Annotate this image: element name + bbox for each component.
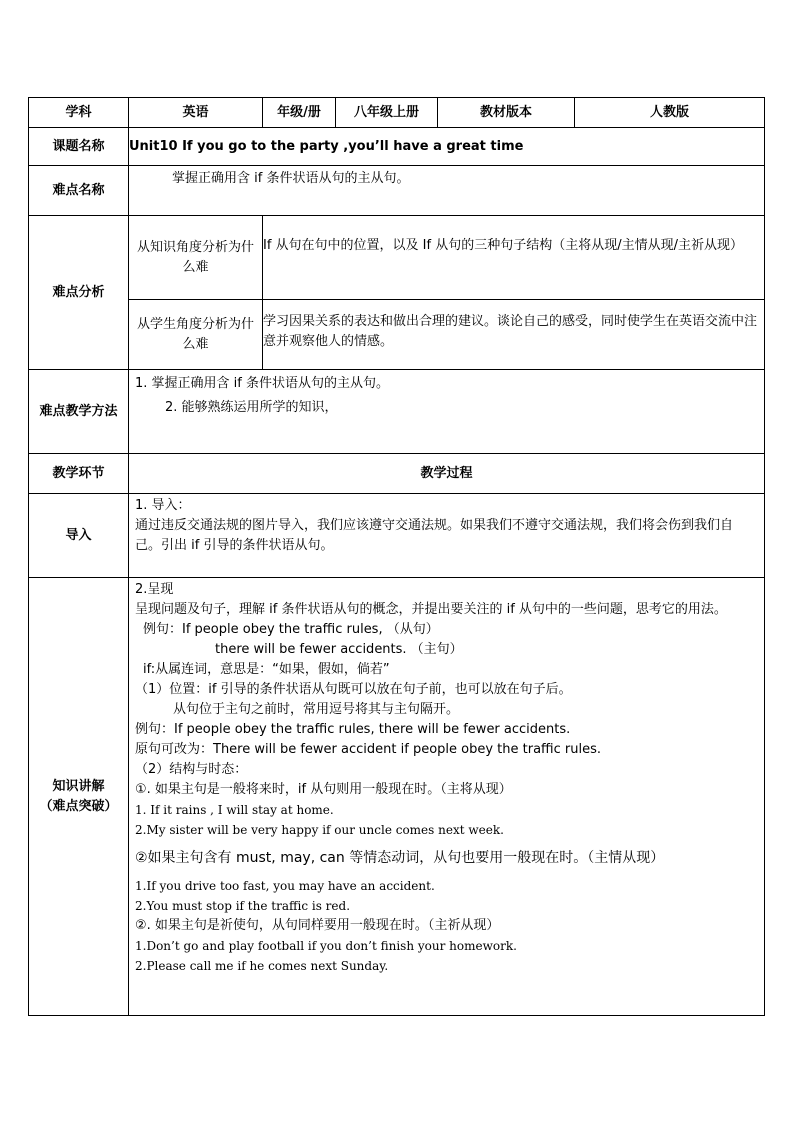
k-line-3: 例句：If people obey the traffic rules, （从句） [143,622,439,637]
k-line-9: 原句可改为：There will be fewer accident if people obey the traffic rules. [135,742,601,757]
knowledge-label [29,578,129,1016]
k-line-12: 1. If it rains , I will stay at home. [135,803,334,817]
knowledge-label-main: 知识讲解 [52,778,105,794]
process-header: 教学过程 [129,454,765,494]
k-line-5: if:从属连词，意思是：“如果，假如，倘若” [143,662,390,677]
method-label: 难点教学方法 [29,370,129,454]
knowledge-row [29,578,765,1016]
difficulty-row [29,166,765,216]
intro-content [129,494,765,578]
k-line-6: （1）位置：if 引导的条件状语从句既可以放在句子前，也可以放在句子后。 [135,682,572,697]
k-line-8: 例句：If people obey the traffic rules, there will be fewer accidents. [135,722,571,737]
method-content [129,370,765,454]
lesson-name-row [29,128,765,166]
edition-label: 教材版本 [438,98,575,128]
subject-label: 学科 [29,98,129,128]
grade-value: 八年级上册 [336,98,438,128]
method-row [29,370,765,454]
k-line-7: 从句位于主句之前时，常用逗号将其与主句隔开。 [173,702,460,717]
k-line-11: ①. 如果主句是一般将来时，if 从句则用一般现在时。（主将从现） [135,782,512,797]
edition-value: 人教版 [575,98,765,128]
k-line-18: 1.Don’t go and play football if you don’t finish your homework. [135,939,517,953]
k-line-2: 呈现问题及句子，理解 if 条件状语从句的概念，并提出要关注的 if 从句中的一些问题，思考它的用法。 [135,602,727,617]
intro-label: 导入 [29,494,129,578]
k-line-10: （2）结构与时态： [135,762,248,777]
k-line-13: 2.My sister will be very happy if our uncle comes next week. [135,823,504,837]
lesson-name-value: Unit10 If you go to the party ,you’ll have a great time [129,128,765,166]
subject-value: 英语 [129,98,263,128]
knowledge-label-sub: （难点突破） [39,798,118,814]
difficulty-label: 难点名称 [29,166,129,216]
process-header-row [29,454,765,494]
method-line-2: 2. 能够熟练运用所学的知识， [165,400,338,415]
intro-line-1: 1. 导入： [135,498,191,513]
k-line-15: 1.If you drive too fast, you may have an accident. [135,879,435,893]
method-line-1: 1. 掌握正确用含 if 条件状语从句的主从句。 [135,376,389,391]
knowledge-angle-label: 从知识角度分析为什么难 [129,216,263,300]
intro-row [29,494,765,578]
lesson-plan-table [28,97,765,1016]
grade-label: 年级/册 [263,98,336,128]
knowledge-angle-value: If 从句在句中的位置，以及 If 从句的三种句子结构（主将从现/主情从现/主祈从现） [263,216,765,300]
k-line-17: ②. 如果主句是祈使句，从句同样要用一般现在时。（主祈从现） [135,918,500,933]
lesson-name-label: 课题名称 [29,128,129,166]
knowledge-content [129,578,765,1016]
analysis-row-knowledge [29,216,765,300]
k-line-4: there will be fewer accidents. （主句） [215,642,463,657]
k-line-16: 2.You must stop if the traffic is red. [135,899,351,913]
analysis-label: 难点分析 [29,216,129,370]
k-line-1: 2.呈现 [135,582,174,597]
intro-line-2: 通过违反交通法规的图片导入，我们应该遵守交通法规。如果我们不遵守交通法规，我们将会伤到我们自己。引出 if 引导的条件状语从句。 [135,518,734,553]
k-line-14: ②如果主句含有 must, may, can 等情态动词，从句也要用一般现在时。（主情从现） [135,850,665,866]
analysis-row-student [29,300,765,370]
student-angle-label: 从学生角度分析为什么难 [129,300,263,370]
k-line-19: 2.Please call me if he comes next Sunday. [135,959,389,973]
header-row [29,98,765,128]
student-angle-value: 学习因果关系的表达和做出合理的建议。谈论自己的感受，同时使学生在英语交流中注意并观察他人的情感。 [263,300,765,370]
stage-header: 教学环节 [29,454,129,494]
difficulty-value: 掌握正确用含 if 条件状语从句的主从句。 [129,166,765,216]
